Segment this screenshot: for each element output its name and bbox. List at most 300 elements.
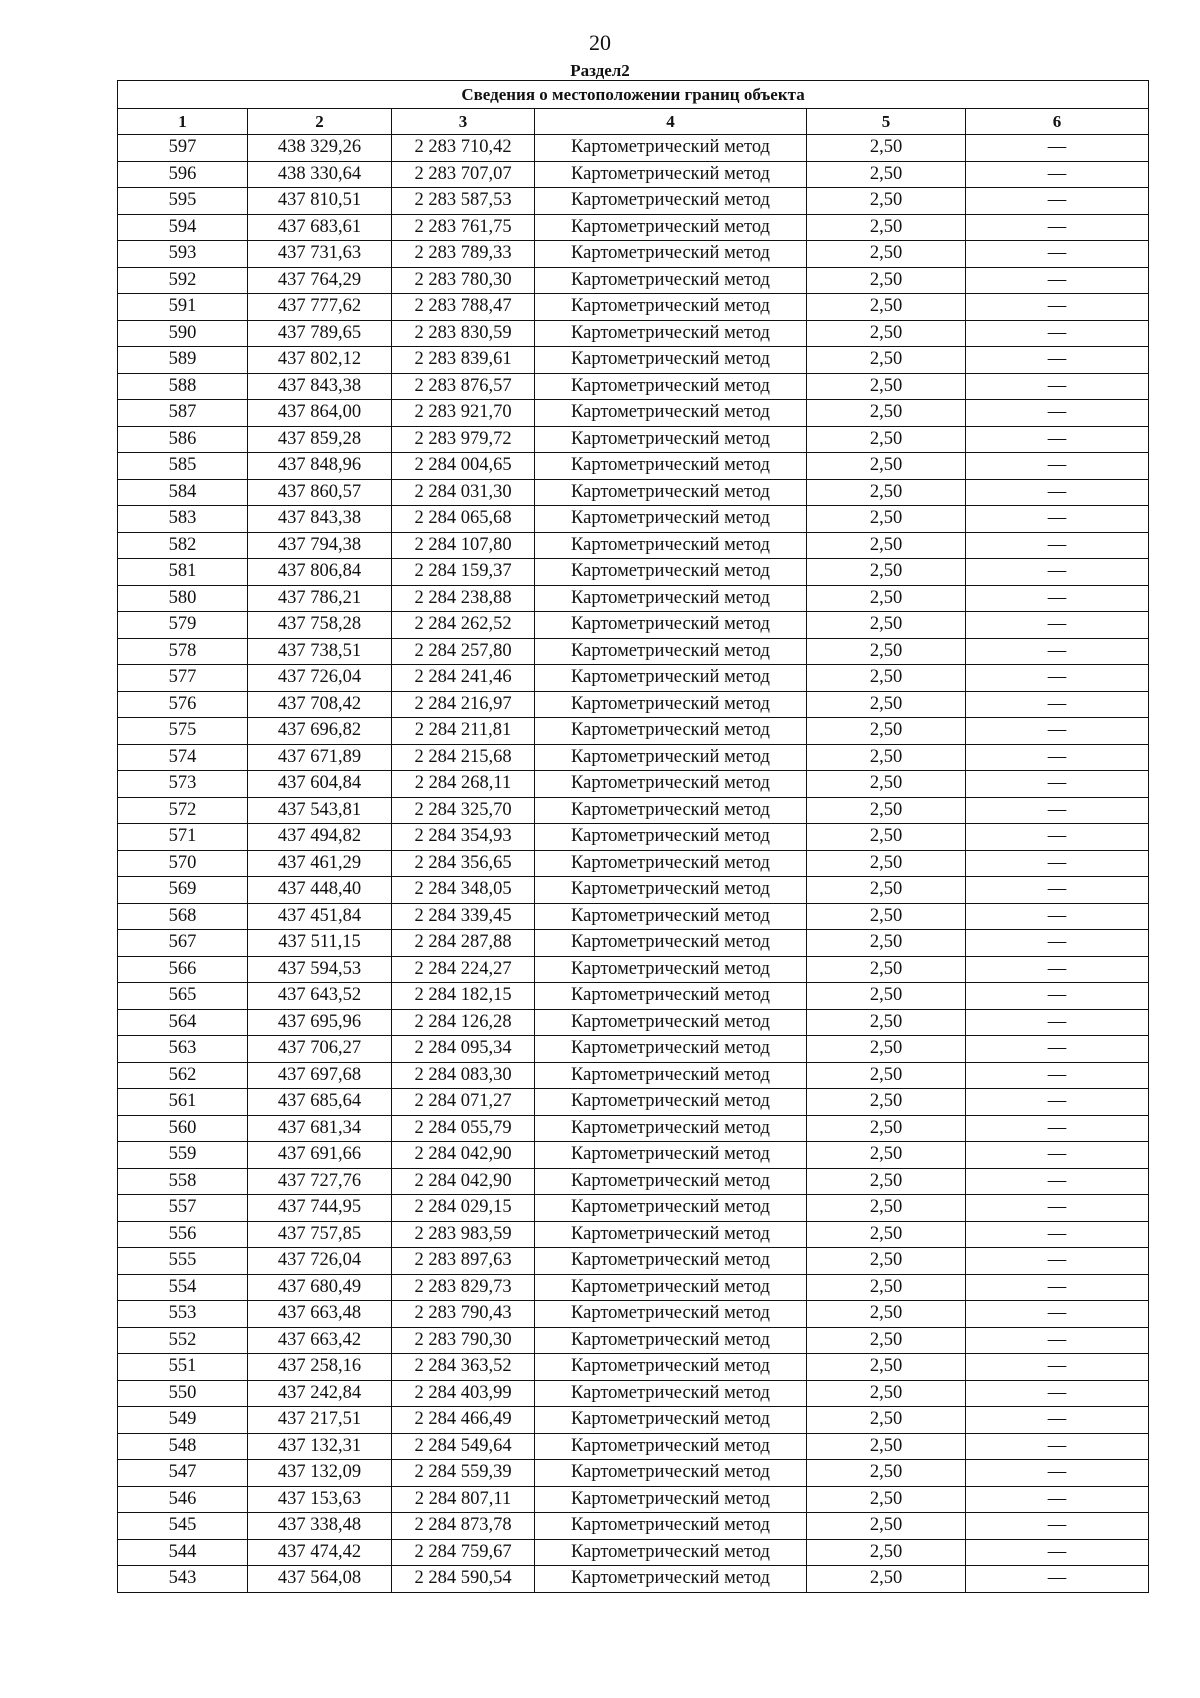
accuracy-cell: 2,50: [807, 1566, 966, 1593]
table-row: [118, 426, 1149, 453]
accuracy-cell: 2,50: [807, 1486, 966, 1513]
accuracy-cell: 2,50: [807, 1327, 966, 1354]
y-coordinate-cell: 2 283 876,57: [392, 373, 535, 400]
accuracy-cell: 2,50: [807, 479, 966, 506]
point-number-cell: 543: [118, 1566, 248, 1593]
method-cell: Картометрический метод: [535, 320, 807, 347]
accuracy-cell: 2,50: [807, 956, 966, 983]
table-row: [118, 824, 1149, 851]
point-number-cell: 591: [118, 294, 248, 321]
accuracy-cell: 2,50: [807, 797, 966, 824]
y-coordinate-cell: 2 283 790,43: [392, 1301, 535, 1328]
table-row: [118, 479, 1149, 506]
y-coordinate-cell: 2 284 211,81: [392, 718, 535, 745]
description-cell: —: [966, 426, 1149, 453]
y-coordinate-cell: 2 284 257,80: [392, 638, 535, 665]
x-coordinate-cell: 437 448,40: [248, 877, 392, 904]
y-coordinate-cell: 2 284 159,37: [392, 559, 535, 586]
method-cell: Картометрический метод: [535, 135, 807, 162]
accuracy-cell: 2,50: [807, 400, 966, 427]
description-cell: —: [966, 347, 1149, 374]
description-cell: —: [966, 691, 1149, 718]
description-cell: —: [966, 1460, 1149, 1487]
accuracy-cell: 2,50: [807, 135, 966, 162]
accuracy-cell: 2,50: [807, 877, 966, 904]
description-cell: —: [966, 665, 1149, 692]
accuracy-cell: 2,50: [807, 1142, 966, 1169]
description-cell: —: [966, 1327, 1149, 1354]
table-row: [118, 771, 1149, 798]
table-row: [118, 1566, 1149, 1593]
method-cell: Картометрический метод: [535, 1115, 807, 1142]
description-cell: —: [966, 559, 1149, 586]
column-number: 2: [248, 109, 392, 135]
accuracy-cell: 2,50: [807, 1354, 966, 1381]
method-cell: Картометрический метод: [535, 1195, 807, 1222]
method-cell: Картометрический метод: [535, 1009, 807, 1036]
description-cell: —: [966, 1380, 1149, 1407]
table-row: [118, 1539, 1149, 1566]
method-cell: Картометрический метод: [535, 1089, 807, 1116]
method-cell: Картометрический метод: [535, 214, 807, 241]
accuracy-cell: 2,50: [807, 373, 966, 400]
table-caption-row: [118, 81, 1149, 109]
x-coordinate-cell: 437 695,96: [248, 1009, 392, 1036]
x-coordinate-cell: 437 461,29: [248, 850, 392, 877]
method-cell: Картометрический метод: [535, 850, 807, 877]
table-row: [118, 188, 1149, 215]
description-cell: —: [966, 532, 1149, 559]
section-title: Раздел2: [570, 61, 630, 80]
y-coordinate-cell: 2 284 216,97: [392, 691, 535, 718]
method-cell: Картометрический метод: [535, 638, 807, 665]
x-coordinate-cell: 437 258,16: [248, 1354, 392, 1381]
y-coordinate-cell: 2 283 979,72: [392, 426, 535, 453]
y-coordinate-cell: 2 283 983,59: [392, 1221, 535, 1248]
point-number-cell: 544: [118, 1539, 248, 1566]
description-cell: —: [966, 1407, 1149, 1434]
y-coordinate-cell: 2 284 042,90: [392, 1168, 535, 1195]
method-cell: Картометрический метод: [535, 956, 807, 983]
accuracy-cell: 2,50: [807, 744, 966, 771]
x-coordinate-cell: 437 706,27: [248, 1036, 392, 1063]
method-cell: Картометрический метод: [535, 161, 807, 188]
point-number-cell: 550: [118, 1380, 248, 1407]
x-coordinate-cell: 437 864,00: [248, 400, 392, 427]
x-coordinate-cell: 437 683,61: [248, 214, 392, 241]
description-cell: —: [966, 1513, 1149, 1540]
y-coordinate-cell: 2 283 897,63: [392, 1248, 535, 1275]
point-number-cell: 595: [118, 188, 248, 215]
x-coordinate-cell: 437 451,84: [248, 903, 392, 930]
y-coordinate-cell: 2 284 182,15: [392, 983, 535, 1010]
table-row: [118, 850, 1149, 877]
point-number-cell: 560: [118, 1115, 248, 1142]
x-coordinate-cell: 437 242,84: [248, 1380, 392, 1407]
method-cell: Картометрический метод: [535, 426, 807, 453]
accuracy-cell: 2,50: [807, 903, 966, 930]
x-coordinate-cell: 437 474,42: [248, 1539, 392, 1566]
accuracy-cell: 2,50: [807, 1221, 966, 1248]
y-coordinate-cell: 2 284 339,45: [392, 903, 535, 930]
description-cell: —: [966, 320, 1149, 347]
accuracy-cell: 2,50: [807, 930, 966, 957]
table-row: [118, 612, 1149, 639]
accuracy-cell: 2,50: [807, 532, 966, 559]
point-number-cell: 569: [118, 877, 248, 904]
x-coordinate-cell: 437 786,21: [248, 585, 392, 612]
description-cell: —: [966, 903, 1149, 930]
x-coordinate-cell: 437 758,28: [248, 612, 392, 639]
accuracy-cell: 2,50: [807, 1274, 966, 1301]
method-cell: Картометрический метод: [535, 532, 807, 559]
accuracy-cell: 2,50: [807, 691, 966, 718]
y-coordinate-cell: 2 283 921,70: [392, 400, 535, 427]
x-coordinate-cell: 437 697,68: [248, 1062, 392, 1089]
y-coordinate-cell: 2 284 807,11: [392, 1486, 535, 1513]
method-cell: Картометрический метод: [535, 347, 807, 374]
point-number-cell: 593: [118, 241, 248, 268]
method-cell: Картометрический метод: [535, 1566, 807, 1593]
point-number-cell: 574: [118, 744, 248, 771]
x-coordinate-cell: 437 843,38: [248, 373, 392, 400]
point-number-cell: 588: [118, 373, 248, 400]
x-coordinate-cell: 437 777,62: [248, 294, 392, 321]
accuracy-cell: 2,50: [807, 1062, 966, 1089]
point-number-cell: 564: [118, 1009, 248, 1036]
table-row: [118, 744, 1149, 771]
table-row: [118, 797, 1149, 824]
description-cell: —: [966, 1433, 1149, 1460]
point-number-cell: 584: [118, 479, 248, 506]
description-cell: —: [966, 930, 1149, 957]
point-number-cell: 551: [118, 1354, 248, 1381]
method-cell: Картометрический метод: [535, 1062, 807, 1089]
method-cell: Картометрический метод: [535, 1486, 807, 1513]
point-number-cell: 567: [118, 930, 248, 957]
point-number-cell: 589: [118, 347, 248, 374]
method-cell: Картометрический метод: [535, 506, 807, 533]
method-cell: Картометрический метод: [535, 1354, 807, 1381]
y-coordinate-cell: 2 284 055,79: [392, 1115, 535, 1142]
description-cell: —: [966, 744, 1149, 771]
description-cell: —: [966, 824, 1149, 851]
point-number-cell: 583: [118, 506, 248, 533]
table-row: [118, 1407, 1149, 1434]
y-coordinate-cell: 2 284 029,15: [392, 1195, 535, 1222]
table-row: [118, 161, 1149, 188]
method-cell: Картометрический метод: [535, 1380, 807, 1407]
description-cell: —: [966, 718, 1149, 745]
table-row: [118, 214, 1149, 241]
point-number-cell: 597: [118, 135, 248, 162]
method-cell: Картометрический метод: [535, 373, 807, 400]
x-coordinate-cell: 437 153,63: [248, 1486, 392, 1513]
method-cell: Картометрический метод: [535, 771, 807, 798]
point-number-cell: 553: [118, 1301, 248, 1328]
y-coordinate-cell: 2 283 761,75: [392, 214, 535, 241]
method-cell: Картометрический метод: [535, 241, 807, 268]
table-row: [118, 320, 1149, 347]
table-row: [118, 1142, 1149, 1169]
method-cell: Картометрический метод: [535, 1168, 807, 1195]
description-cell: —: [966, 1195, 1149, 1222]
point-number-cell: 547: [118, 1460, 248, 1487]
table-row: [118, 294, 1149, 321]
description-cell: —: [966, 877, 1149, 904]
point-number-cell: 590: [118, 320, 248, 347]
description-cell: —: [966, 1566, 1149, 1593]
accuracy-cell: 2,50: [807, 294, 966, 321]
point-number-cell: 587: [118, 400, 248, 427]
method-cell: Картометрический метод: [535, 824, 807, 851]
description-cell: —: [966, 1115, 1149, 1142]
point-number-cell: 566: [118, 956, 248, 983]
column-number-row: [118, 109, 1149, 135]
table-row: [118, 665, 1149, 692]
y-coordinate-cell: 2 283 710,42: [392, 135, 535, 162]
description-cell: —: [966, 400, 1149, 427]
y-coordinate-cell: 2 283 839,61: [392, 347, 535, 374]
x-coordinate-cell: 437 663,42: [248, 1327, 392, 1354]
description-cell: —: [966, 506, 1149, 533]
accuracy-cell: 2,50: [807, 1036, 966, 1063]
y-coordinate-cell: 2 284 241,46: [392, 665, 535, 692]
table-row: [118, 930, 1149, 957]
description-cell: —: [966, 161, 1149, 188]
method-cell: Картометрический метод: [535, 294, 807, 321]
table-row: [118, 1248, 1149, 1275]
accuracy-cell: 2,50: [807, 1115, 966, 1142]
accuracy-cell: 2,50: [807, 1009, 966, 1036]
x-coordinate-cell: 437 757,85: [248, 1221, 392, 1248]
y-coordinate-cell: 2 283 788,47: [392, 294, 535, 321]
accuracy-cell: 2,50: [807, 1539, 966, 1566]
point-number-cell: 556: [118, 1221, 248, 1248]
y-coordinate-cell: 2 284 262,52: [392, 612, 535, 639]
method-cell: Картометрический метод: [535, 1513, 807, 1540]
x-coordinate-cell: 437 806,84: [248, 559, 392, 586]
accuracy-cell: 2,50: [807, 426, 966, 453]
table-row: [118, 1380, 1149, 1407]
table-row: [118, 1009, 1149, 1036]
y-coordinate-cell: 2 284 126,28: [392, 1009, 535, 1036]
table-row: [118, 638, 1149, 665]
description-cell: —: [966, 1168, 1149, 1195]
x-coordinate-cell: 437 564,08: [248, 1566, 392, 1593]
table-body: [118, 135, 1149, 1593]
x-coordinate-cell: 437 764,29: [248, 267, 392, 294]
method-cell: Картометрический метод: [535, 1274, 807, 1301]
description-cell: —: [966, 771, 1149, 798]
x-coordinate-cell: 437 727,76: [248, 1168, 392, 1195]
accuracy-cell: 2,50: [807, 1195, 966, 1222]
method-cell: Картометрический метод: [535, 877, 807, 904]
point-number-cell: 563: [118, 1036, 248, 1063]
y-coordinate-cell: 2 284 287,88: [392, 930, 535, 957]
y-coordinate-cell: 2 283 780,30: [392, 267, 535, 294]
description-cell: —: [966, 1486, 1149, 1513]
y-coordinate-cell: 2 284 215,68: [392, 744, 535, 771]
y-coordinate-cell: 2 284 873,78: [392, 1513, 535, 1540]
table-row: [118, 400, 1149, 427]
table-row: [118, 1433, 1149, 1460]
accuracy-cell: 2,50: [807, 1513, 966, 1540]
description-cell: —: [966, 214, 1149, 241]
y-coordinate-cell: 2 283 790,30: [392, 1327, 535, 1354]
table-row: [118, 1513, 1149, 1540]
table-row: [118, 373, 1149, 400]
method-cell: Картометрический метод: [535, 1407, 807, 1434]
description-cell: —: [966, 983, 1149, 1010]
point-number-cell: 586: [118, 426, 248, 453]
accuracy-cell: 2,50: [807, 1407, 966, 1434]
column-number: 4: [535, 109, 807, 135]
x-coordinate-cell: 437 671,89: [248, 744, 392, 771]
x-coordinate-cell: 437 696,82: [248, 718, 392, 745]
point-number-cell: 555: [118, 1248, 248, 1275]
method-cell: Картометрический метод: [535, 930, 807, 957]
description-cell: —: [966, 453, 1149, 480]
description-cell: —: [966, 1539, 1149, 1566]
x-coordinate-cell: 437 685,64: [248, 1089, 392, 1116]
accuracy-cell: 2,50: [807, 771, 966, 798]
method-cell: Картометрический метод: [535, 1301, 807, 1328]
description-cell: —: [966, 373, 1149, 400]
point-number-cell: 562: [118, 1062, 248, 1089]
x-coordinate-cell: 437 643,52: [248, 983, 392, 1010]
method-cell: Картометрический метод: [535, 1142, 807, 1169]
column-number: 6: [966, 109, 1149, 135]
accuracy-cell: 2,50: [807, 161, 966, 188]
x-coordinate-cell: 437 859,28: [248, 426, 392, 453]
x-coordinate-cell: 437 708,42: [248, 691, 392, 718]
y-coordinate-cell: 2 284 224,27: [392, 956, 535, 983]
point-number-cell: 596: [118, 161, 248, 188]
point-number-cell: 552: [118, 1327, 248, 1354]
point-number-cell: 585: [118, 453, 248, 480]
description-cell: —: [966, 612, 1149, 639]
point-number-cell: 572: [118, 797, 248, 824]
description-cell: —: [966, 1354, 1149, 1381]
accuracy-cell: 2,50: [807, 188, 966, 215]
y-coordinate-cell: 2 284 403,99: [392, 1380, 535, 1407]
description-cell: —: [966, 638, 1149, 665]
point-number-cell: 580: [118, 585, 248, 612]
description-cell: —: [966, 1142, 1149, 1169]
x-coordinate-cell: 437 680,49: [248, 1274, 392, 1301]
point-number-cell: 565: [118, 983, 248, 1010]
x-coordinate-cell: 437 511,15: [248, 930, 392, 957]
accuracy-cell: 2,50: [807, 1433, 966, 1460]
y-coordinate-cell: 2 283 707,07: [392, 161, 535, 188]
method-cell: Картометрический метод: [535, 559, 807, 586]
y-coordinate-cell: 2 283 829,73: [392, 1274, 535, 1301]
table-row: [118, 241, 1149, 268]
table-row: [118, 1062, 1149, 1089]
y-coordinate-cell: 2 284 559,39: [392, 1460, 535, 1487]
accuracy-cell: 2,50: [807, 850, 966, 877]
method-cell: Картометрический метод: [535, 1036, 807, 1063]
table-row: [118, 1036, 1149, 1063]
point-number-cell: 554: [118, 1274, 248, 1301]
description-cell: —: [966, 1089, 1149, 1116]
y-coordinate-cell: 2 284 095,34: [392, 1036, 535, 1063]
y-coordinate-cell: 2 284 363,52: [392, 1354, 535, 1381]
method-cell: Картометрический метод: [535, 267, 807, 294]
description-cell: —: [966, 1274, 1149, 1301]
accuracy-cell: 2,50: [807, 718, 966, 745]
point-number-cell: 548: [118, 1433, 248, 1460]
method-cell: Картометрический метод: [535, 1433, 807, 1460]
accuracy-cell: 2,50: [807, 453, 966, 480]
y-coordinate-cell: 2 284 325,70: [392, 797, 535, 824]
table-row: [118, 956, 1149, 983]
accuracy-cell: 2,50: [807, 320, 966, 347]
description-cell: —: [966, 1009, 1149, 1036]
table-row: [118, 1221, 1149, 1248]
table-row: [118, 1460, 1149, 1487]
accuracy-cell: 2,50: [807, 638, 966, 665]
description-cell: —: [966, 188, 1149, 215]
point-number-cell: 582: [118, 532, 248, 559]
x-coordinate-cell: 437 810,51: [248, 188, 392, 215]
point-number-cell: 579: [118, 612, 248, 639]
method-cell: Картометрический метод: [535, 479, 807, 506]
description-cell: —: [966, 585, 1149, 612]
x-coordinate-cell: 437 789,65: [248, 320, 392, 347]
accuracy-cell: 2,50: [807, 824, 966, 851]
y-coordinate-cell: 2 284 759,67: [392, 1539, 535, 1566]
accuracy-cell: 2,50: [807, 1380, 966, 1407]
x-coordinate-cell: 437 217,51: [248, 1407, 392, 1434]
x-coordinate-cell: 437 604,84: [248, 771, 392, 798]
column-number: 3: [392, 109, 535, 135]
point-number-cell: 570: [118, 850, 248, 877]
table-row: [118, 718, 1149, 745]
accuracy-cell: 2,50: [807, 241, 966, 268]
method-cell: Картометрический метод: [535, 1248, 807, 1275]
method-cell: Картометрический метод: [535, 1460, 807, 1487]
y-coordinate-cell: 2 284 031,30: [392, 479, 535, 506]
x-coordinate-cell: 437 726,04: [248, 665, 392, 692]
method-cell: Картометрический метод: [535, 1327, 807, 1354]
table-row: [118, 559, 1149, 586]
table-row: [118, 267, 1149, 294]
point-number-cell: 559: [118, 1142, 248, 1169]
table-row: [118, 983, 1149, 1010]
x-coordinate-cell: 437 802,12: [248, 347, 392, 374]
x-coordinate-cell: 437 726,04: [248, 1248, 392, 1275]
table-row: [118, 1327, 1149, 1354]
table-row: [118, 135, 1149, 162]
y-coordinate-cell: 2 283 789,33: [392, 241, 535, 268]
x-coordinate-cell: 437 494,82: [248, 824, 392, 851]
boundary-table: [117, 80, 1149, 1593]
method-cell: Картометрический метод: [535, 188, 807, 215]
description-cell: —: [966, 956, 1149, 983]
x-coordinate-cell: 437 744,95: [248, 1195, 392, 1222]
x-coordinate-cell: 437 848,96: [248, 453, 392, 480]
table-row: [118, 1486, 1149, 1513]
point-number-cell: 561: [118, 1089, 248, 1116]
y-coordinate-cell: 2 284 590,54: [392, 1566, 535, 1593]
point-number-cell: 576: [118, 691, 248, 718]
description-cell: —: [966, 241, 1149, 268]
point-number-cell: 568: [118, 903, 248, 930]
x-coordinate-cell: 437 132,09: [248, 1460, 392, 1487]
y-coordinate-cell: 2 284 356,65: [392, 850, 535, 877]
